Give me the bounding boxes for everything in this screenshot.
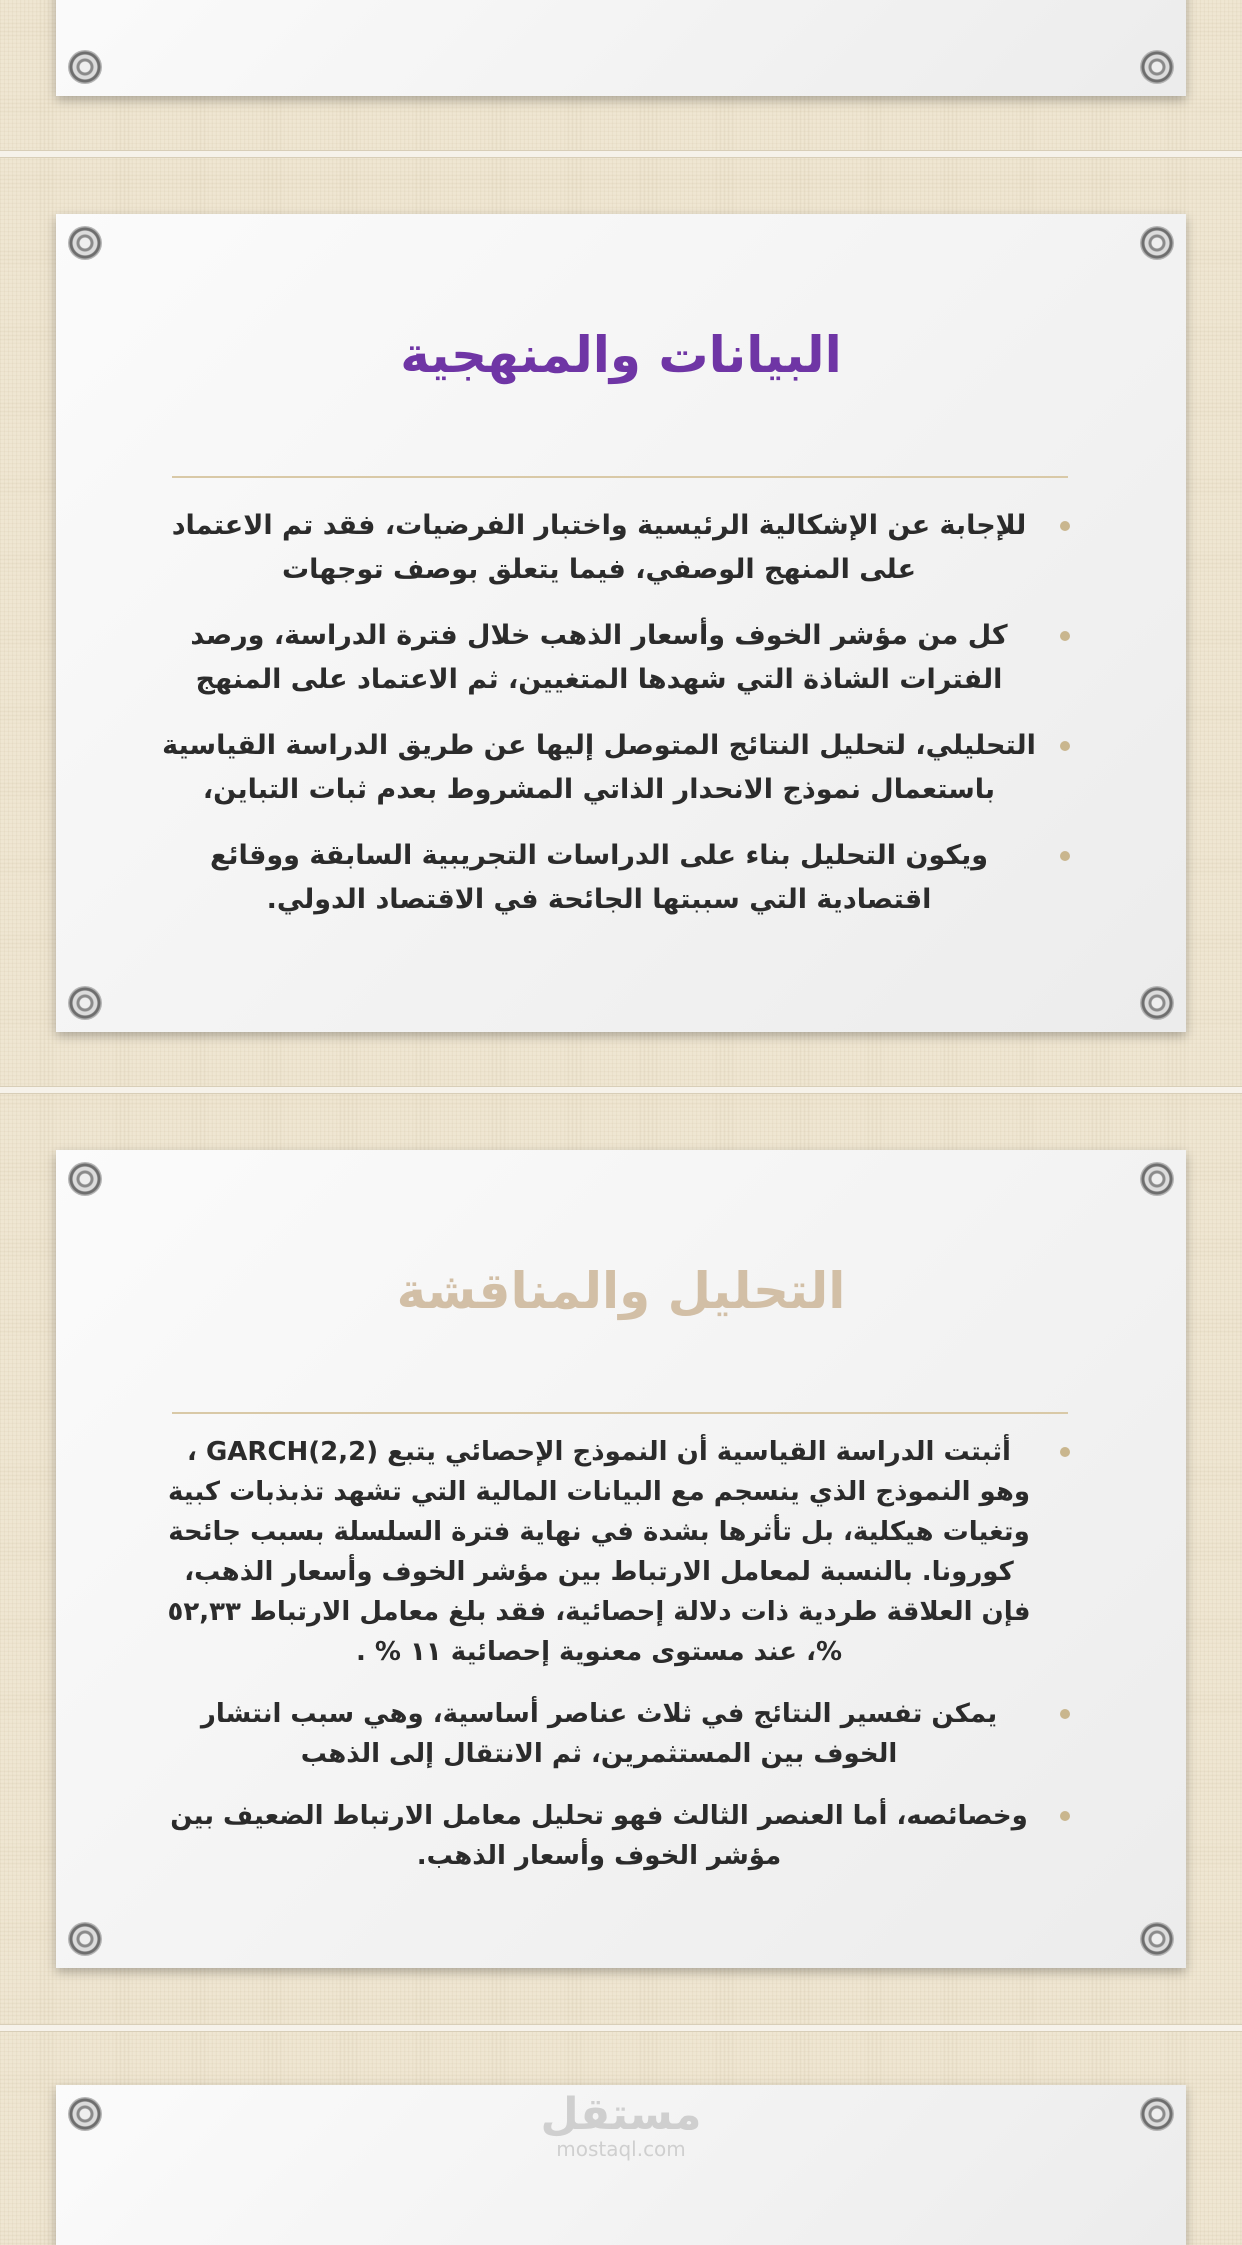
bullet-dot-icon	[1060, 1811, 1070, 1821]
bullet-item: وخصائصه، أما العنصر الثالث فهو تحليل معامل الارتباط الضعيف بين مؤشر الخوف وأسعار الذهب.	[162, 1796, 1074, 1876]
title-divider	[172, 1412, 1068, 1414]
screw-icon	[1140, 1162, 1174, 1196]
slide-analysis-discussion	[56, 1150, 1186, 1968]
screw-icon	[68, 1922, 102, 1956]
bullet-dot-icon	[1060, 521, 1070, 531]
bullet-dot-icon	[1060, 741, 1070, 751]
bullet-dot-icon	[1060, 851, 1070, 861]
slide-title: التحليل والمناقشة	[396, 1262, 846, 1320]
screw-icon	[1140, 1922, 1174, 1956]
bullet-list	[162, 504, 1074, 944]
watermark-latin: mostaql.com	[556, 2137, 686, 2161]
title-divider	[172, 476, 1068, 478]
slide-separator	[0, 1086, 1242, 1094]
bullet-list	[162, 1432, 1074, 1898]
slide-data-methodology	[56, 214, 1186, 1032]
bullet-item: كل من مؤشر الخوف وأسعار الذهب خلال فترة الدراسة، ورصد الفترات الشاذة التي شهدها المتغيين، ثم الاعتماد على المنهج	[162, 614, 1074, 702]
watermark-arabic: مستقل	[540, 2089, 702, 2140]
bullet-item: أثبتت الدراسة القياسية أن النموذج الإحصائي يتبع GARCH(2,2) ، وهو النموذج الذي ينسجم مع البيانات المالية التي تشهد تذبذبات كبية وتغيات هيكلية، بل تأثرها بشدة في نهاية فترة السلسلة بسبب جائحة كورونا. بالنسبة لمعامل الارتباط بين مؤشر الخوف وأسعار الذهب، فإن العلاقة طردية ذات دلالة إحصائية، فقد بلغ معامل الارتباط ٥٢,٣٣ %، عند مستوى معنوية إحصائية ١١ % .	[162, 1432, 1074, 1672]
bullet-item: للإجابة عن الإشكالية الرئيسية واختبار الفرضيات، فقد تم الاعتماد على المنهج الوصفي، فيما يتعلق بوصف توجهات	[162, 504, 1074, 592]
slide-separator	[0, 2024, 1242, 2032]
bullet-item: يمكن تفسير النتائج في ثلاث عناصر أساسية، وهي سبب انتشار الخوف بين المستثمرين، ثم الانتقال إلى الذهب	[162, 1694, 1074, 1774]
screw-icon	[68, 986, 102, 1020]
slide-previous	[56, 0, 1186, 96]
bullet-item: التحليلي، لتحليل النتائج المتوصل إليها عن طريق الدراسة القياسية باستعمال نموذج الانحدار الذاتي المشروط بعدم ثبات التباين،	[162, 724, 1074, 812]
slide-title: البيانات والمنهجية	[400, 326, 842, 384]
bullet-dot-icon	[1060, 631, 1070, 641]
slide-separator	[0, 150, 1242, 158]
screw-icon	[1140, 986, 1174, 1020]
screw-icon	[68, 1162, 102, 1196]
bullet-dot-icon	[1060, 1709, 1070, 1719]
screw-icon	[1140, 50, 1174, 84]
screw-icon	[1140, 226, 1174, 260]
bullet-dot-icon	[1060, 1447, 1070, 1457]
watermark-logo	[0, 2089, 1242, 2161]
screw-icon	[68, 50, 102, 84]
screw-icon	[68, 226, 102, 260]
bullet-item: ويكون التحليل بناء على الدراسات التجريبية السابقة ووقائع اقتصادية التي سببتها الجائحة في الاقتصاد الدولي.	[162, 834, 1074, 922]
